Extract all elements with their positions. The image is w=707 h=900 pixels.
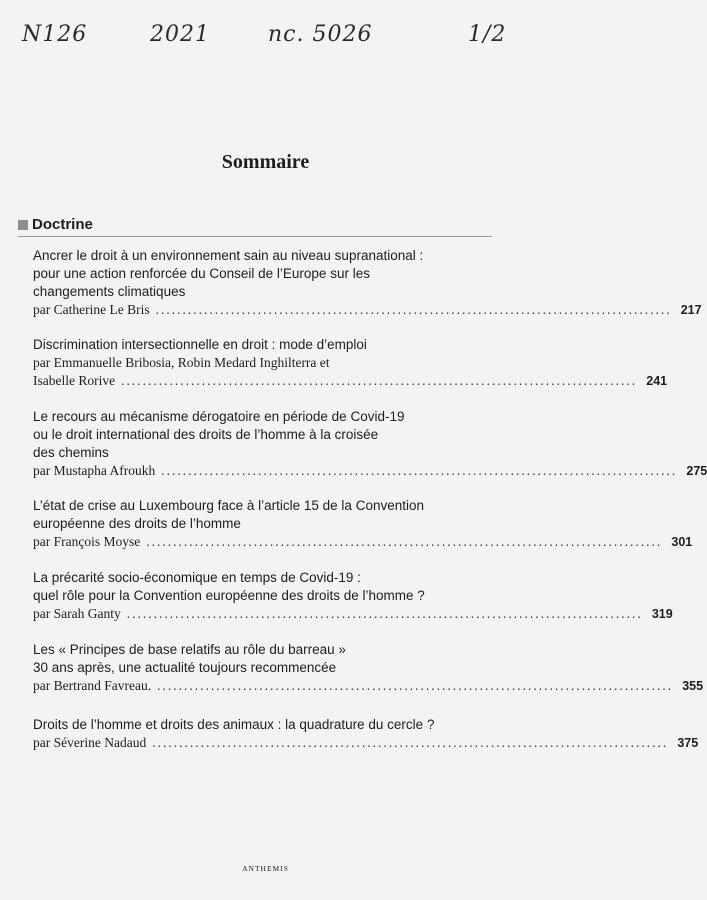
entry-page: 217 — [680, 303, 702, 317]
leader-dots: ................................................................................................ — [152, 735, 669, 750]
handwritten-fraction: 1/2 — [468, 22, 507, 47]
author-line — [33, 301, 702, 319]
author-line — [33, 372, 668, 390]
author-line — [33, 462, 707, 480]
entry-page: 375 — [677, 736, 699, 750]
entry-page: 275 — [686, 464, 707, 478]
toc-entry[interactable] — [33, 497, 693, 551]
leader-dots: ................................................................................................ — [146, 534, 663, 549]
entry-title: Discrimination intersectionnelle en droit : mode d’emploi — [33, 337, 367, 352]
entry-author: par Mustapha Afroukh — [33, 463, 156, 478]
leader-dots: ................................................................................................ — [126, 606, 643, 621]
handwritten-number: N126 — [22, 22, 88, 47]
entry-author: par Emmanuelle Bribosia, Robin Medard Inghilterra et — [33, 355, 330, 370]
toc-entry[interactable] — [33, 408, 707, 480]
author-line — [33, 605, 673, 623]
leader-dots: ................................................................................................ — [155, 302, 672, 317]
author-line — [33, 354, 492, 372]
section-label: Doctrine — [32, 215, 93, 233]
section-header — [18, 214, 492, 234]
handwritten-year: 2021 — [150, 22, 210, 47]
leader-dots: ................................................................................................ — [157, 678, 674, 693]
author-line — [33, 734, 699, 752]
entry-title: Droits de l’homme et droits des animaux : la quadrature du cercle ? — [33, 717, 435, 732]
entry-author: par Séverine Nadaud — [33, 735, 147, 750]
toc-entry[interactable] — [33, 247, 702, 319]
publisher-footer: ANTHEMIS — [242, 864, 289, 873]
handwritten-annotation — [0, 14, 531, 54]
entry-author: par Sarah Ganty — [33, 606, 121, 621]
leader-dots: ................................................................................................ — [121, 373, 638, 388]
entry-title: L’état de crise au Luxembourg face à l’article 15 de la Convention européenne des droits de l’homme — [33, 498, 424, 531]
toc-entry[interactable] — [33, 641, 704, 695]
entry-title: Ancrer le droit à un environnement sain au niveau supranational : pour une action renforcée du Conseil de l’Europe sur les changements climatiques — [33, 248, 424, 299]
entry-title: Le recours au mécanisme dérogatoire en période de Covid-19 ou le droit international des droits de l’homme à la croisée des chemins — [33, 409, 405, 460]
page-title: Sommaire — [221, 151, 310, 173]
author-line — [33, 533, 693, 551]
entry-author: Isabelle Rorive — [33, 373, 116, 388]
handwritten-reference: nc. 5026 — [268, 22, 373, 47]
entry-title: La précarité socio-économique en temps de Covid-19 : quel rôle pour la Convention européenne des droits de l’homme ? — [33, 570, 425, 603]
toc-entry[interactable] — [33, 569, 673, 623]
entry-page: 241 — [646, 374, 668, 388]
section-divider — [18, 236, 492, 237]
entry-page: 301 — [671, 535, 693, 549]
entry-author: par Bertrand Favreau. — [33, 678, 152, 693]
entry-author: par Catherine Le Bris — [33, 302, 150, 317]
leader-dots: ................................................................................................ — [161, 463, 678, 478]
author-line — [33, 677, 704, 695]
toc-entry[interactable] — [33, 336, 668, 390]
entry-page: 319 — [651, 607, 673, 621]
toc-entry[interactable] — [33, 716, 699, 752]
entry-title: Les « Principes de base relatifs au rôle du barreau » 30 ans après, une actualité toujours recommencée — [33, 642, 346, 675]
square-marker-icon — [18, 220, 28, 230]
entry-page: 355 — [682, 679, 704, 693]
section-doctrine — [18, 214, 492, 237]
entry-author: par François Moyse — [33, 534, 141, 549]
